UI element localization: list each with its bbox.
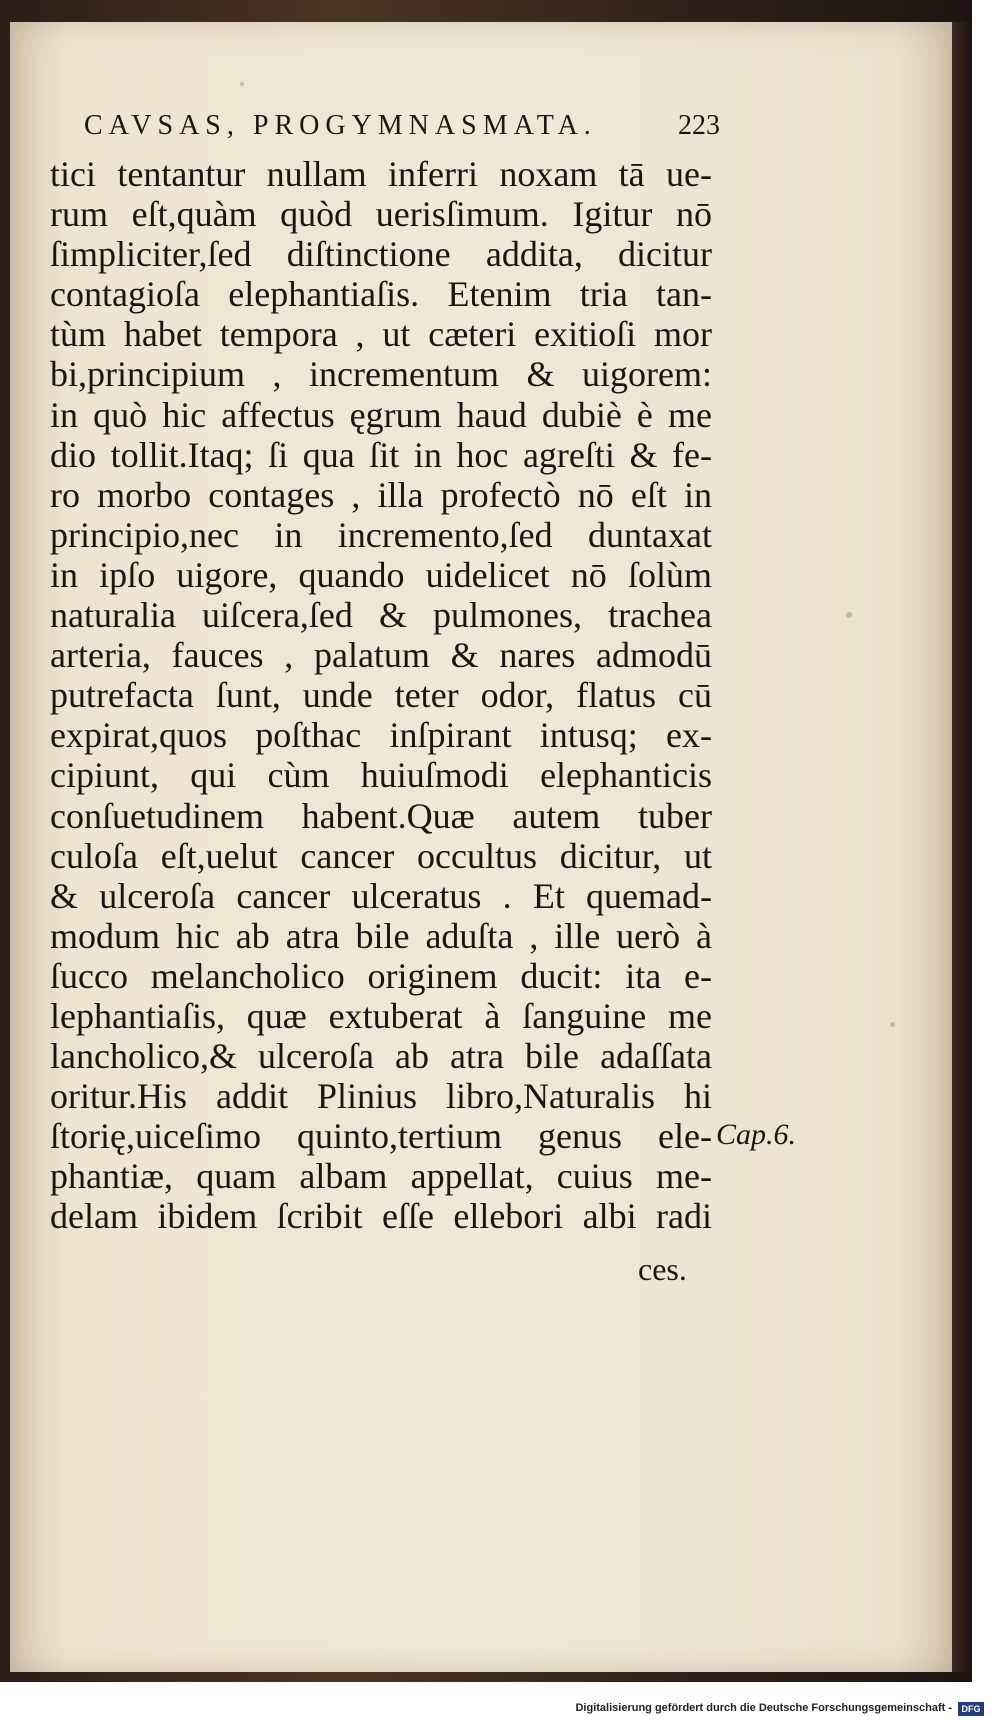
- running-title: CAVSAS, PROGYMNASMATA.: [84, 110, 597, 141]
- text-line: in ipſo uigore, quando uidelicet nō ſolùm: [50, 554, 712, 595]
- text-line: arteria, fauces , palatum & nares admodū: [50, 635, 712, 676]
- text-line: rum eſt,quàm quòd uerisſimum. Igitur nō: [50, 194, 712, 235]
- text-line: lephantiaſis, quæ extuberat à ſanguine me: [50, 995, 712, 1036]
- text-line: tici tentantur nullam inferri noxam tā ue-: [50, 154, 712, 194]
- margin-note: Cap.6.: [716, 1118, 797, 1151]
- body-text: [50, 154, 712, 1237]
- paper-spot: [846, 612, 852, 618]
- text-line: naturalia uiſcera,ſed & pulmones, trachea: [50, 595, 712, 636]
- text-line: culoſa eſt,uelut cancer occultus dicitur, ut: [50, 835, 712, 876]
- text-line: dio tollit.Itaq; ſi qua ſit in hoc agreſti & fe-: [50, 434, 712, 475]
- text-line: ſtorię,uiceſimo quinto,tertium genus ele-: [50, 1116, 712, 1157]
- running-header: [84, 110, 720, 142]
- paper-spot: [890, 1022, 895, 1027]
- text-line: ſucco melancholico originem ducit: ita e-: [50, 955, 712, 996]
- text-line: & ulceroſa cancer ulceratus . Et quemad-: [50, 875, 712, 916]
- text-line: bi,principium , incrementum & uigorem:: [50, 354, 712, 395]
- text-line: putrefacta ſunt, unde teter odor, flatus cū: [50, 675, 712, 716]
- text-line: lancholico,& ulceroſa ab atra bile adaſſata: [50, 1036, 712, 1077]
- paper-spot: [240, 82, 244, 86]
- text-line: delam ibidem ſcribit eſſe ellebori albi radi: [50, 1196, 712, 1237]
- text-line: oritur.His addit Plinius libro,Naturalis hi: [50, 1076, 712, 1117]
- text-line: tùm habet tempora , ut cæteri exitioſi mor: [50, 314, 712, 355]
- text-line: in quò hic affectus ęgrum haud dubiè è me: [50, 394, 712, 435]
- text-line: expirat,quos poſthac inſpirant intusq; ex-: [50, 715, 712, 756]
- page-right-edge: [952, 22, 972, 1672]
- catchword: ces.: [638, 1251, 687, 1287]
- text-line: principio,nec in incremento,ſed duntaxat: [50, 514, 712, 555]
- text-line: contagioſa elephantiaſis. Etenim tria tan-: [50, 274, 712, 315]
- text-line: cipiunt, qui cùm huiuſmodi elephanticis: [50, 755, 712, 796]
- page-number: 223: [678, 110, 720, 141]
- text-line: ro morbo contages , illa profectò nō eſt in: [50, 474, 712, 515]
- digitization-credit: Digitalisierung gefördert durch die Deutsche Forschungsgemeinschaft -: [575, 1702, 952, 1714]
- text-line: ſimpliciter,ſed diſtinctione addita, dicitur: [50, 234, 712, 275]
- dfg-logo: DFG: [958, 1702, 984, 1716]
- text-line: conſuetudinem habent.Quæ autem tuber: [50, 795, 712, 836]
- text-line: modum hic ab atra bile aduſta , ille uerò à: [50, 915, 712, 956]
- text-line: phantiæ, quam albam appellat, cuius me-: [50, 1156, 712, 1197]
